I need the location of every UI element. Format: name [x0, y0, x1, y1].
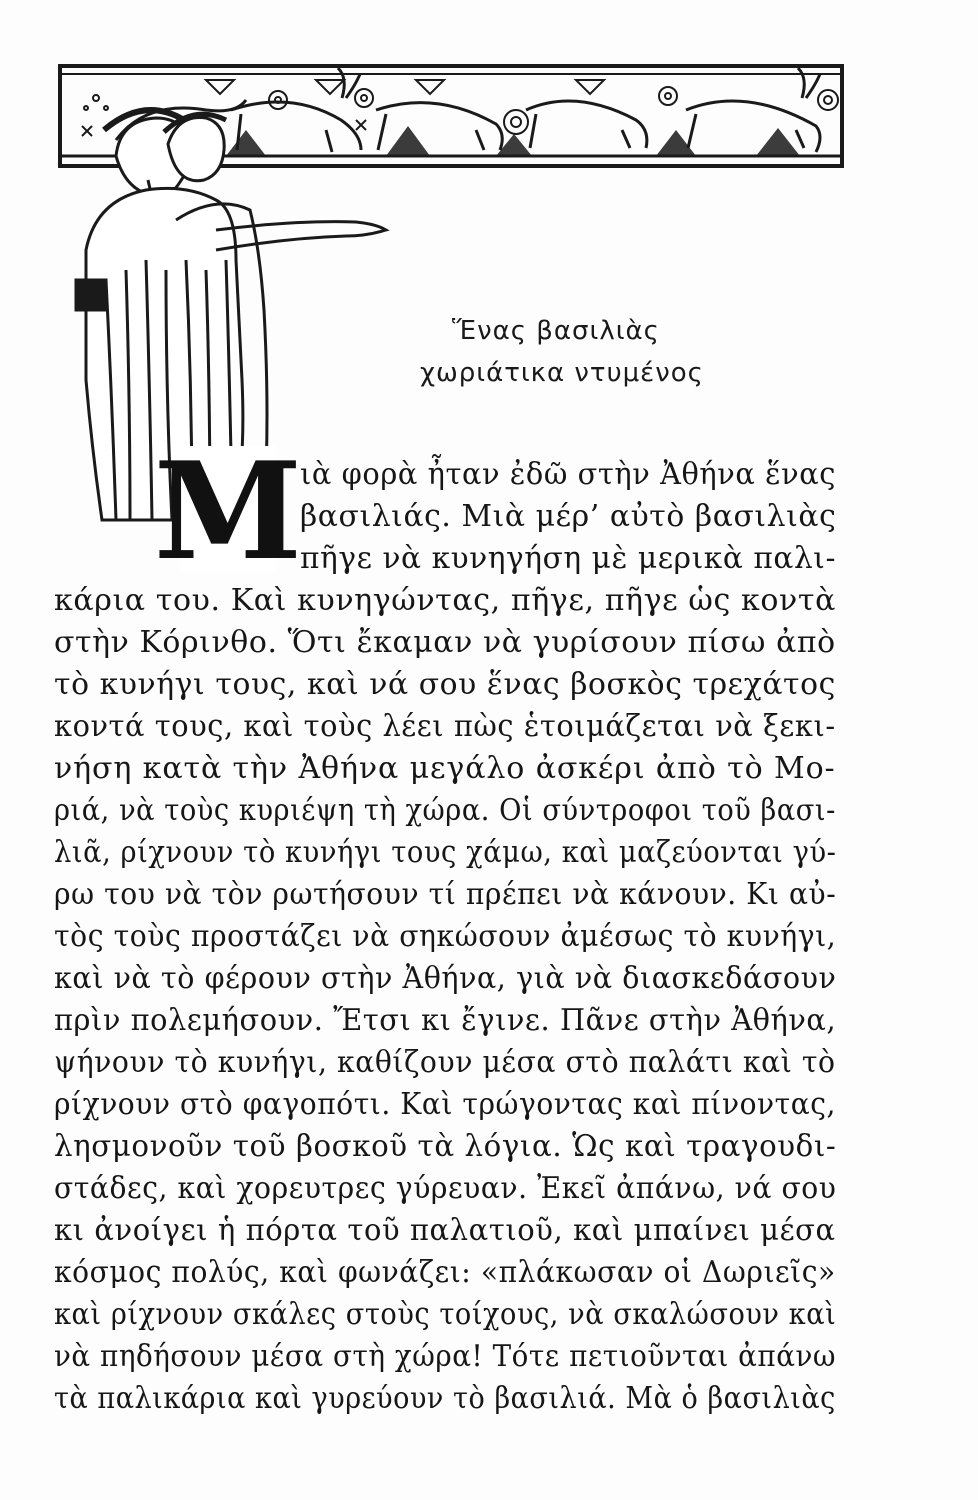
body-line: ιὰ φορὰ ἦταν ἐδῶ στὴν Ἀθήνα ἕνας — [300, 457, 836, 492]
body-line: νήση κατὰ τὴν Ἀθήνα μεγάλο ἀσκέρι ἀπὸ τὸ Μο- — [54, 751, 836, 786]
body-line: ρω του νὰ τὸν ρωτήσουν τί πρέπει νὰ κάνουν. Κι αὐ- — [54, 877, 837, 912]
body-line: ρίχνουν στὸ φαγοπότι. Καὶ τρώγοντας καὶ πίνοντας, — [54, 1087, 837, 1122]
body-line: στάδες, καὶ χορευτρες γύρευαν. Ἐκεῖ ἀπάνω, νά σου — [54, 1171, 837, 1206]
body-line: τὸς τοὺς προστάζει νὰ σηκώσουν ἀμέσως τὸ κυνήγι, — [54, 919, 837, 954]
drop-cap-letter — [153, 432, 303, 590]
heading-line-1: Ἕνας βασιλιὰς — [452, 316, 660, 346]
body-line: ριά, νὰ τοὺς κυριέψη τὴ χώρα. Οἱ σύντροφοι τοῦ βασι- — [54, 793, 836, 828]
body-line: κοντά τους, καὶ τοὺς λέει πὼς ἑτοιμάζεται νὰ ξεκι- — [54, 709, 836, 744]
body-line: στὴν Κόρινθο. Ὅτι ἔκαμαν νὰ γυρίσουν πίσω ἀπὸ — [54, 625, 836, 660]
body-line: καὶ νὰ τὸ φέρουν στὴν Ἀθήνα, γιὰ νὰ διασκεδάσουν — [54, 961, 837, 996]
body-line: πρὶν πολεμήσουν. Ἔτσι κι ἔγινε. Πᾶνε στὴν Ἀθήνα, — [54, 1003, 837, 1038]
body-line: λιᾶ, ρίχνουν τὸ κυνήγι τους χάμω, καὶ μαζεύονται γύ- — [54, 835, 837, 870]
body-line: βασιλιάς. Μιὰ μέρ’ αὐτὸ βασιλιὰς — [300, 499, 837, 534]
body-line: τὰ παλικάρια καὶ γυρεύουν τὸ βασιλιά. Μὰ ὁ βασιλιὰς — [54, 1381, 836, 1416]
chapter-heading — [420, 310, 740, 394]
svg-text:Μ: Μ — [153, 432, 303, 590]
body-line: νὰ πηδήσουν μέσα στὴ χώρα! Τότε πετιοῦνται ἀπάνω — [54, 1339, 837, 1374]
body-line: τὸ κυνήγι τους, καὶ νά σου ἕνας βοσκὸς τρεχάτος — [54, 667, 836, 702]
heading-line-2: χωριάτικα ντυμένος — [420, 358, 704, 388]
body-line: κάρια του. Καὶ κυνηγώντας, πῆγε, πῆγε ὡς κοντὰ — [54, 583, 836, 618]
body-line: πῆγε νὰ κυνηγήση μὲ μερικὰ παλι- — [300, 541, 837, 576]
body-line: λησμονοῦν τοῦ βοσκοῦ τὰ λόγια. Ὡς καὶ τραγουδι- — [54, 1129, 837, 1164]
body-line: κόσμος πολύς, καὶ φωνάζει: «πλάκωσαν οἱ Δωριεῖς» — [54, 1255, 836, 1290]
body-line: ψήνουν τὸ κυνήγι, καθίζουν μέσα στὸ παλάτι καὶ τὸ — [54, 1045, 836, 1080]
body-line: καὶ ρίχνουν σκάλες στοὺς τοίχους, νὰ σκαλώσουν καὶ — [54, 1297, 837, 1332]
body-line: κι ἀνοίγει ἡ πόρτα τοῦ παλατιοῦ, καὶ μπαίνει μέσα — [54, 1213, 836, 1248]
